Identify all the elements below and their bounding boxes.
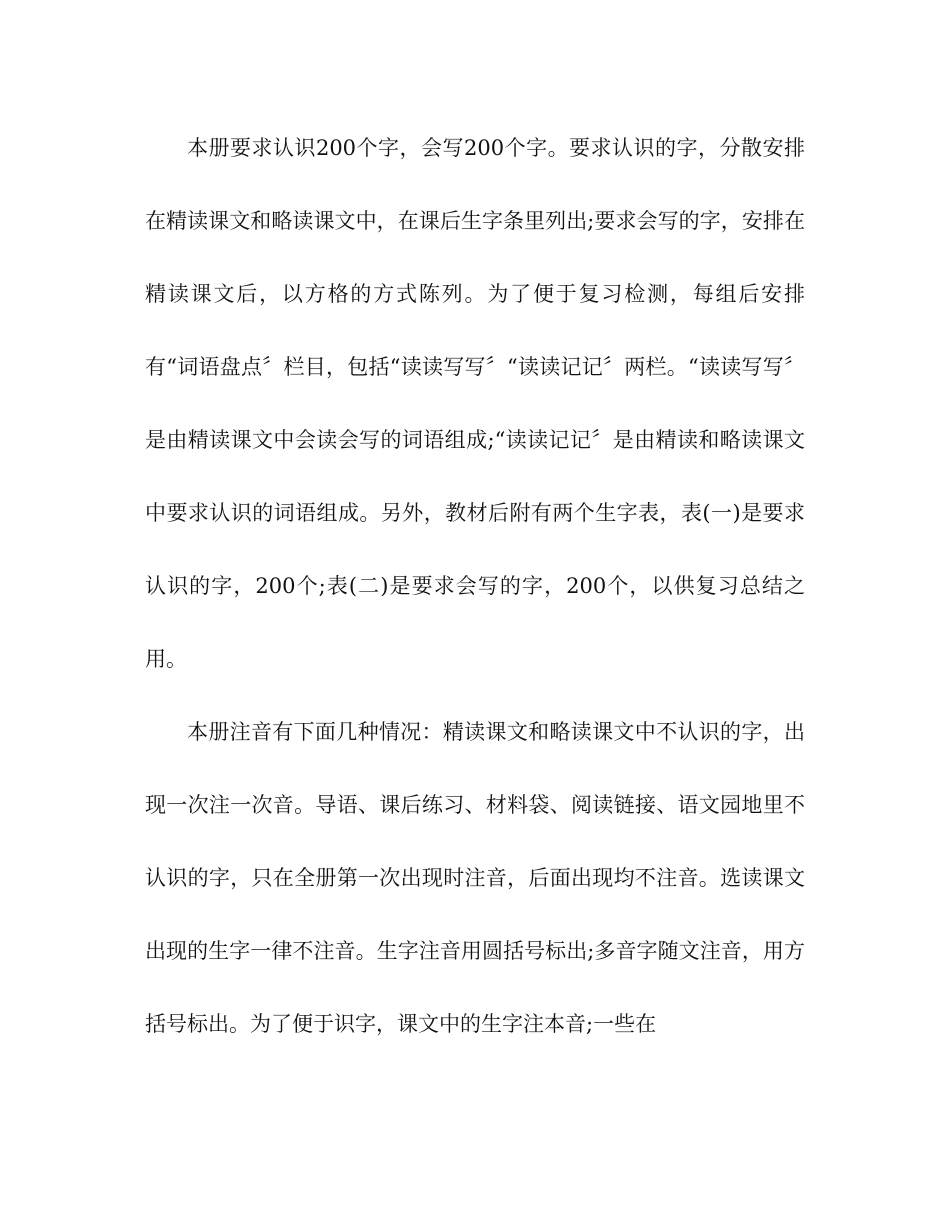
- paragraph-literacy-requirements: 本册要求认识200个字，会写200个字。要求认识的字，分散安排在精读课文和略读课文中，在课后生字条里列出;要求会写的字，安排在精读课文后，以方格的方式陈列。为了便于复习检测，每组后安排有“词语盘点〞栏目，包括“读读写写〞“读读记记〞两栏。“读读写写〞是由精读课文中会读会写的词语组成;“读读记记〞是由精读和略读课文中要求认识的词语组成。另外，教材后附有两个生字表，表(一)是要求认识的字，200个;表(二)是要求会写的字，200个，以供复习总结之用。: [145, 136, 805, 671]
- paragraph-phonetic-notation: 本册注音有下面几种情况：精读课文和略读课文中不认识的字，出现一次注一次音。导语、课后练习、材料袋、阅读链接、语文园地里不认识的字，只在全册第一次出现时注音，后面出现均不注音。选读课文出现的生字一律不注音。生字注音用圆括号标出;多音字随文注音，用方括号标出。为了便于识字，课文中的生字注本音;一些在: [145, 720, 805, 1036]
- document-body: [145, 112, 805, 1061]
